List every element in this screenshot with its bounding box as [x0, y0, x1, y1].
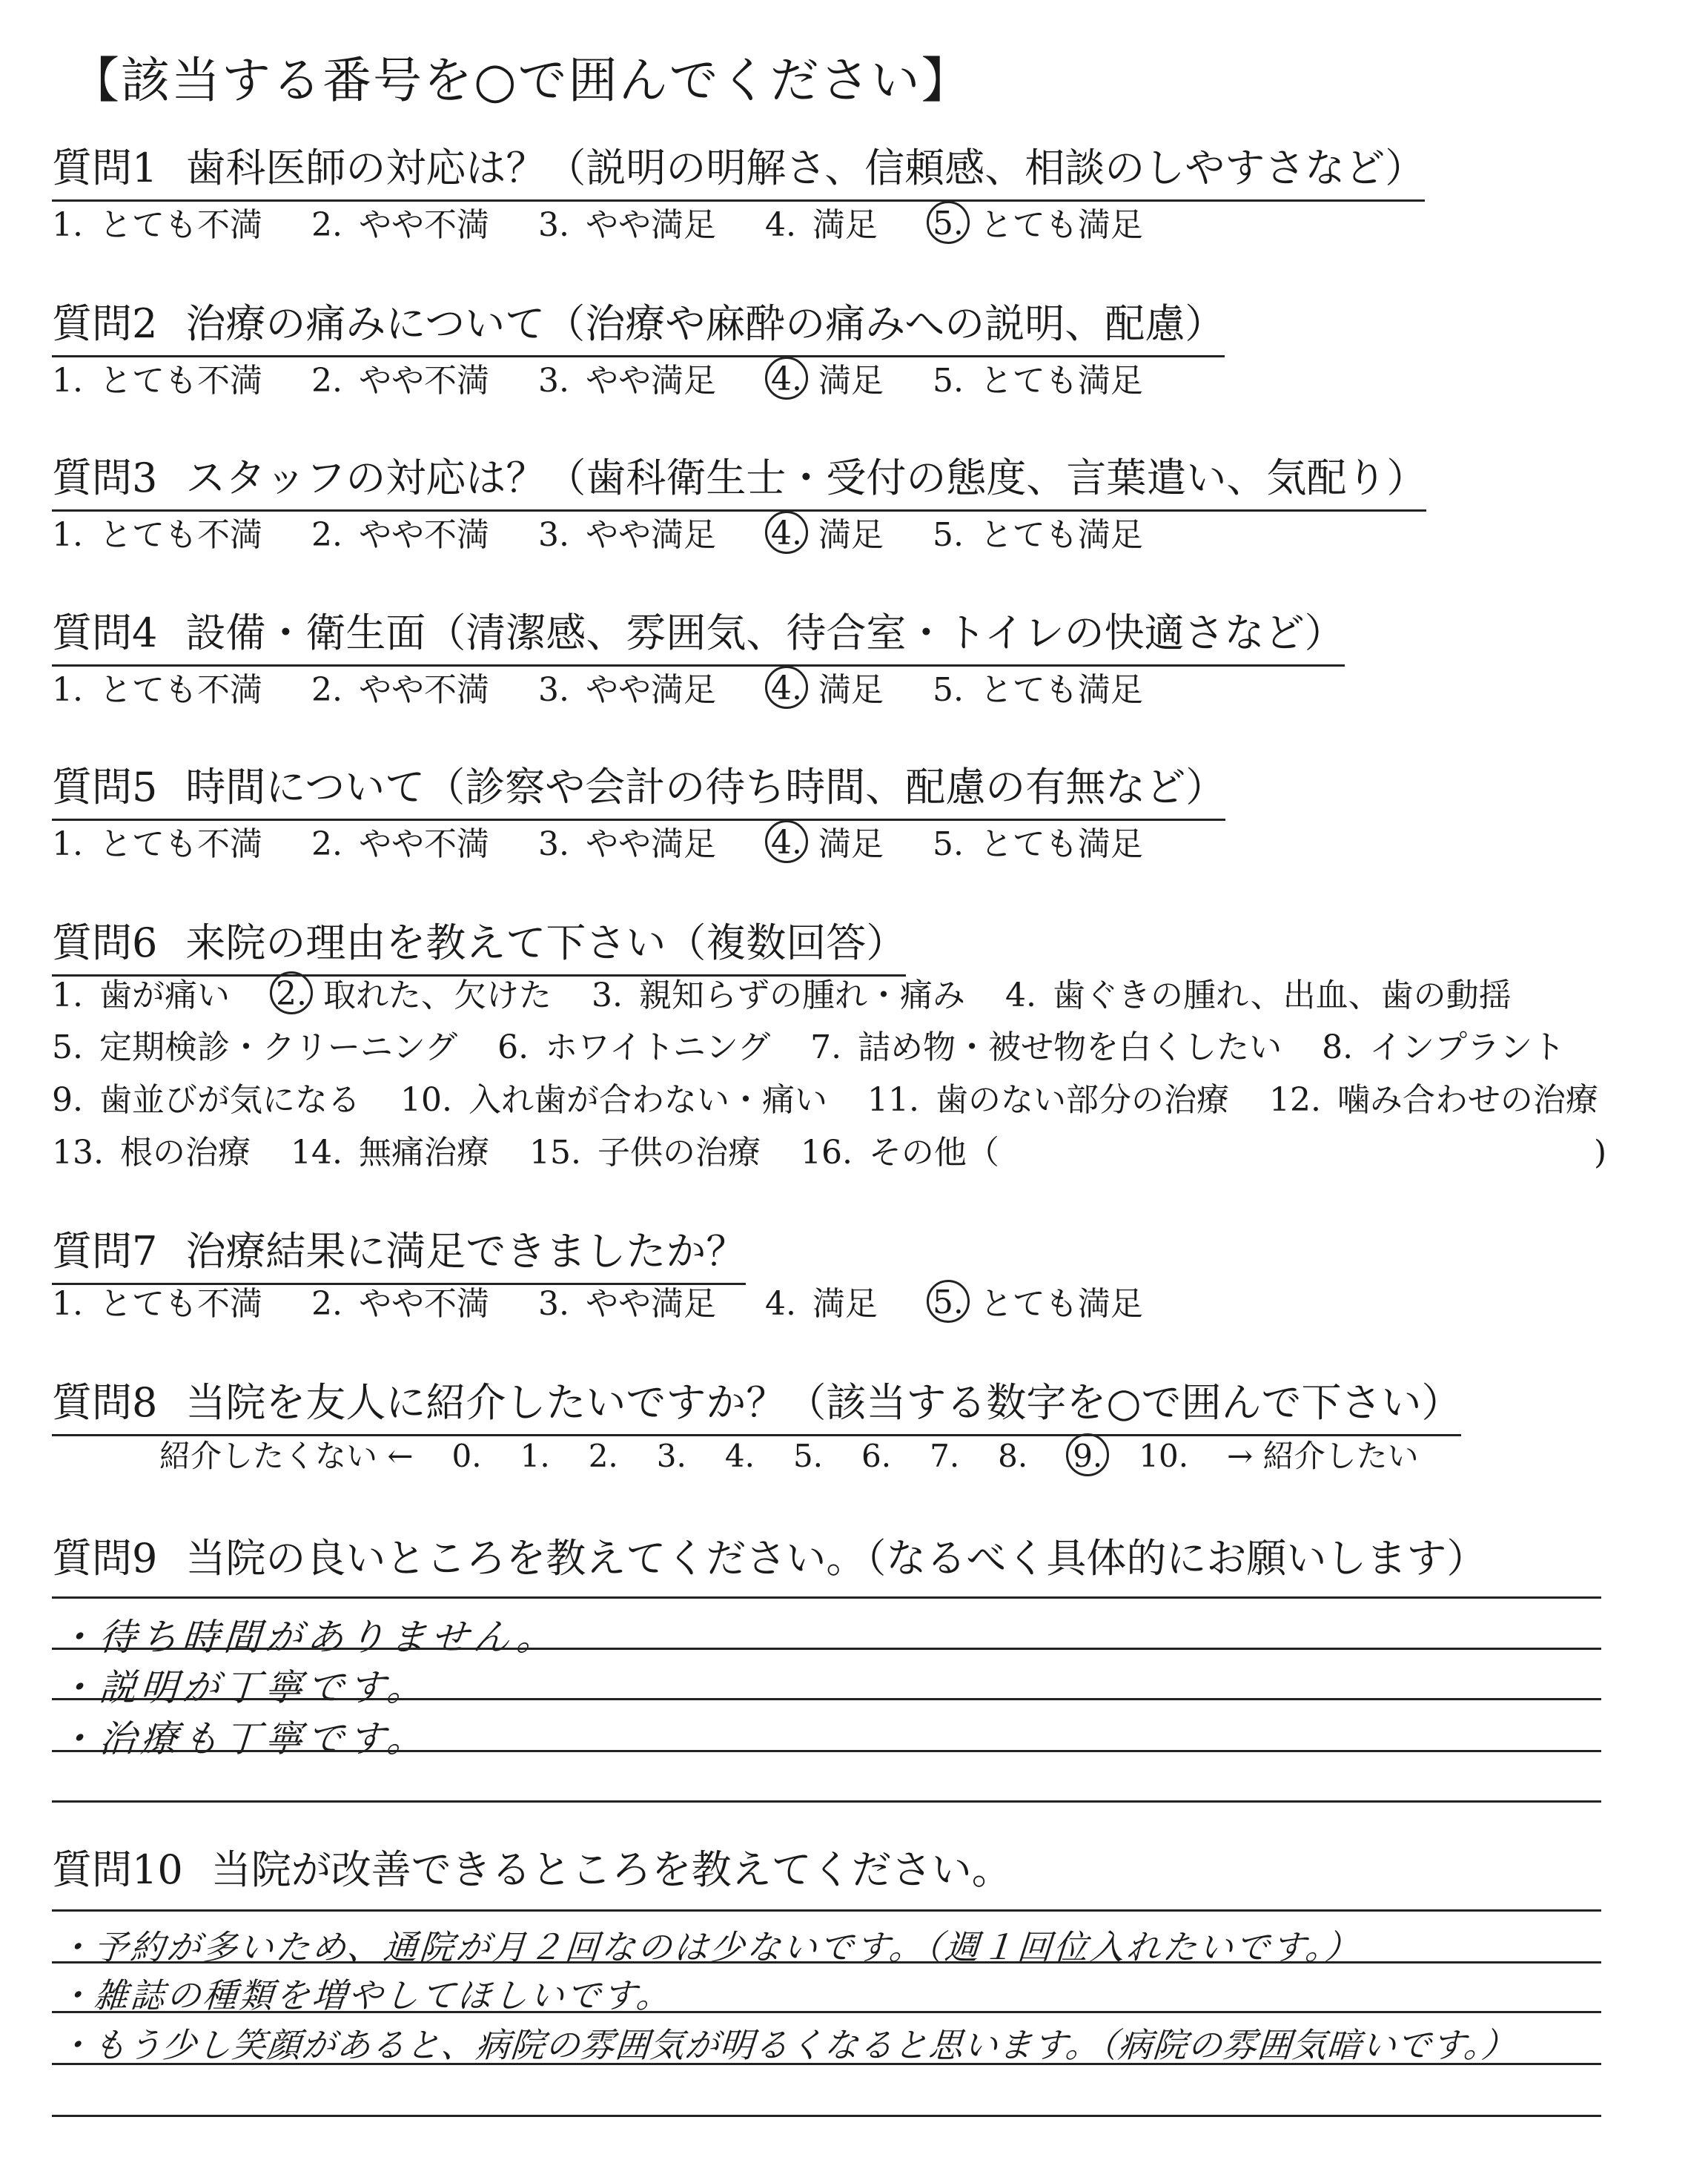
- question-1-options: [52, 202, 1182, 248]
- recommend-scale: [159, 1433, 1457, 1479]
- option-5-selected[interactable]: 5. とても満足: [927, 202, 1143, 248]
- option-2[interactable]: 2. やや不満: [311, 671, 489, 709]
- question-5-options: [52, 822, 1182, 867]
- reason-7[interactable]: 7. 詰め物・被せ物を白くしたい: [810, 1028, 1282, 1066]
- question-6-heading: [52, 919, 906, 977]
- question-number: 質問3: [52, 455, 158, 501]
- handwritten-answer-1: ・待ち時間がありません。: [56, 1616, 560, 1659]
- answer-line: [52, 1961, 1601, 1964]
- scale-10[interactable]: 10.: [1139, 1438, 1189, 1474]
- option-2[interactable]: 2. やや不満: [311, 1285, 489, 1323]
- answer-line: [52, 2115, 1601, 2117]
- reason-10[interactable]: 10. 入れ歯が合わない・痛い: [400, 1081, 827, 1119]
- reason-4[interactable]: 4. 歯ぐきの腫れ、出血、歯の動揺: [1004, 977, 1512, 1014]
- option-5[interactable]: 5. とても満足: [932, 825, 1143, 863]
- scale-low-label: 紹介したくない ←: [159, 1438, 414, 1474]
- question-7-heading: [52, 1228, 746, 1285]
- reason-8[interactable]: 8. インプラント: [1322, 1028, 1566, 1066]
- question-2-heading: [52, 300, 1225, 357]
- question-text: 治療結果に満足できましたか？: [185, 1228, 747, 1275]
- option-1[interactable]: 1. とても不満: [52, 516, 262, 554]
- question-number: 質問6: [52, 919, 158, 966]
- option-3[interactable]: 3. やや満足: [537, 206, 716, 244]
- option-5-selected[interactable]: 5. とても満足: [927, 1281, 1143, 1327]
- option-5[interactable]: 5. とても満足: [932, 516, 1143, 554]
- option-2[interactable]: 2. やや不満: [311, 362, 489, 400]
- option-3[interactable]: 3. やや満足: [537, 362, 716, 400]
- question-text: 治療の痛みについて（治療や麻酔の痛みへの説明、配慮）: [185, 300, 1225, 347]
- question-number: 質問7: [52, 1228, 158, 1275]
- question-1-heading: [52, 145, 1425, 202]
- question-7-options: [52, 1281, 1182, 1327]
- option-1[interactable]: 1. とても不満: [52, 825, 262, 863]
- option-4[interactable]: 4. 満足: [764, 206, 878, 244]
- option-3[interactable]: 3. やや満足: [537, 1285, 716, 1323]
- scale-8[interactable]: 8.: [998, 1438, 1028, 1474]
- question-4-options: [52, 667, 1182, 713]
- reason-16[interactable]: 16. その他（: [800, 1134, 999, 1172]
- option-3[interactable]: 3. やや満足: [537, 671, 716, 709]
- option-2[interactable]: 2. やや不満: [311, 516, 489, 554]
- scale-4[interactable]: 4.: [724, 1438, 755, 1474]
- option-2[interactable]: 2. やや不満: [311, 206, 489, 244]
- option-4-selected[interactable]: 4. 満足: [765, 358, 884, 403]
- handwritten-answer-3: ・もう少し笑顔があると、病院の雰囲気が明るくなると思います。（病院の雰囲気暗いです。）: [56, 2025, 1518, 2065]
- question-3-options: [52, 512, 1182, 558]
- answer-line: [52, 1909, 1601, 1912]
- question-6-row-1: [52, 973, 1541, 1018]
- option-4-selected[interactable]: 4. 満足: [765, 667, 884, 713]
- scale-6[interactable]: 6.: [861, 1438, 892, 1474]
- reason-12[interactable]: 12. 噛み合わせの治療: [1268, 1081, 1598, 1119]
- answer-line: [52, 1800, 1601, 1803]
- question-9-heading: [52, 1535, 1486, 1590]
- handwritten-answer-2: ・雑誌の種類を増やしてほしいです。: [56, 1975, 675, 2015]
- answer-line: [52, 1596, 1601, 1599]
- reason-13[interactable]: 13. 根の治療: [52, 1134, 251, 1172]
- reason-6[interactable]: 6. ホワイトニング: [497, 1028, 771, 1066]
- question-10-heading: [52, 1846, 1012, 1901]
- question-number: 質問4: [52, 610, 158, 656]
- question-number: 質問10: [52, 1846, 183, 1893]
- scale-2[interactable]: 2.: [588, 1438, 618, 1474]
- question-text: スタッフの対応は？（歯科衛生士・受付の態度、言葉遣い、気配り）: [185, 455, 1427, 501]
- answer-line: [52, 1648, 1601, 1650]
- option-1[interactable]: 1. とても不満: [52, 206, 262, 244]
- scale-3[interactable]: 3.: [656, 1438, 686, 1474]
- scale-0[interactable]: 0.: [451, 1438, 482, 1474]
- option-1[interactable]: 1. とても不満: [52, 1285, 262, 1323]
- reason-15[interactable]: 15. 子供の治療: [529, 1134, 761, 1172]
- question-text: 来院の理由を教えて下さい（複数回答）: [185, 919, 907, 966]
- answer-line: [52, 2011, 1601, 2013]
- reason-3[interactable]: 3. 親知らずの腫れ・痛み: [591, 977, 965, 1014]
- question-text: 当院の良いところを教えてください。（なるべく具体的にお願いします）: [185, 1535, 1487, 1582]
- question-number: 質問5: [52, 764, 158, 810]
- scale-7[interactable]: 7.: [930, 1438, 960, 1474]
- answer-line: [52, 1750, 1601, 1752]
- reason-14[interactable]: 14. 無痛治療: [290, 1134, 489, 1172]
- option-1[interactable]: 1. とても不満: [52, 362, 262, 400]
- question-text: 当院を友人に紹介したいですか？（該当する数字を○で囲んで下さい）: [185, 1379, 1462, 1426]
- question-6-row-2: [52, 1025, 1595, 1070]
- answer-line: [52, 2063, 1601, 2065]
- handwritten-answer-1: ・予約が多いため、通院が月２回なのは少ないです。（週１回位入れたいです。）: [56, 1927, 1363, 1967]
- question-2-options: [52, 358, 1182, 403]
- reason-2-selected[interactable]: 2. 取れた、欠けた: [270, 973, 552, 1018]
- reason-9[interactable]: 9. 歯並びが気になる: [52, 1081, 360, 1119]
- scale-9-selected[interactable]: 9.: [1066, 1433, 1109, 1476]
- option-3[interactable]: 3. やや満足: [537, 825, 716, 863]
- reason-16-close-paren: ): [1594, 1134, 1607, 1172]
- option-2[interactable]: 2. やや不満: [311, 825, 489, 863]
- question-text: 当院が改善できるところを教えてください。: [211, 1846, 1012, 1893]
- option-1[interactable]: 1. とても不満: [52, 671, 262, 709]
- option-5[interactable]: 5. とても満足: [932, 671, 1143, 709]
- question-text: 設備・衛生面（清潔感、雰囲気、待合室・トイレの快適さなど）: [185, 610, 1345, 656]
- question-number: 質問8: [52, 1379, 158, 1426]
- scale-1[interactable]: 1.: [520, 1438, 550, 1474]
- question-6-row-4: [52, 1131, 1029, 1175]
- reason-11[interactable]: 11. 歯のない部分の治療: [867, 1081, 1229, 1119]
- option-4-selected[interactable]: 4. 満足: [765, 822, 884, 867]
- handwritten-answer-2: ・説明が丁寧です。: [56, 1666, 430, 1709]
- scale-5[interactable]: 5.: [792, 1438, 824, 1474]
- question-number: 質問9: [52, 1535, 158, 1582]
- scale-high-label: → 紹介したい: [1227, 1438, 1419, 1474]
- option-5[interactable]: 5. とても満足: [932, 362, 1143, 400]
- question-text: 時間について（診察や会計の待ち時間、配慮の有無など）: [185, 764, 1226, 810]
- option-4-selected[interactable]: 4. 満足: [765, 512, 884, 558]
- question-3-heading: [52, 455, 1426, 512]
- question-number: 質問2: [52, 300, 158, 347]
- reason-5[interactable]: 5. 定期検診・クリーニング: [52, 1028, 458, 1066]
- option-4[interactable]: 4. 満足: [764, 1285, 878, 1323]
- question-5-heading: [52, 764, 1225, 821]
- option-3[interactable]: 3. やや満足: [537, 516, 716, 554]
- question-8-heading: [52, 1379, 1461, 1436]
- question-text: 歯科医師の対応は？（説明の明解さ、信頼感、相談のしやすさなど）: [185, 145, 1426, 191]
- handwritten-answer-3: ・治療も丁寧です。: [56, 1717, 430, 1760]
- question-4-heading: [52, 610, 1345, 667]
- reason-1[interactable]: 1. 歯が痛い: [52, 977, 230, 1014]
- answer-line: [52, 1698, 1601, 1700]
- question-6-row-3: [52, 1078, 1628, 1123]
- page-title: 【該当する番号を○で囲んでください】: [70, 52, 972, 109]
- question-number: 質問1: [52, 145, 158, 191]
